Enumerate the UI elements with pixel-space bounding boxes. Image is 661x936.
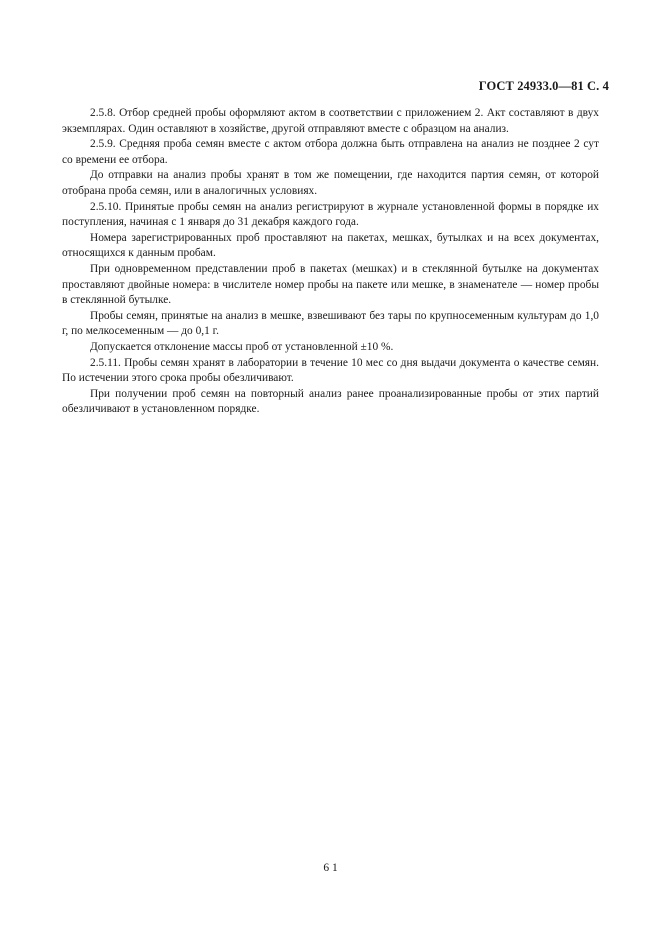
paragraph: До отправки на анализ пробы хранят в том же помещении, где находится партия семян, от которой отобрана проба семян, или в аналогичных условиях.	[62, 169, 599, 197]
paragraph: 2.5.9. Средняя проба семян вместе с актом отбора должна быть отправлена на анализ не позднее 2 сут со времени ее отбора.	[62, 138, 599, 166]
page-number: 6 1	[323, 862, 338, 874]
paragraph: Пробы семян, принятые на анализ в мешке, взвешивают без тары по крупносеменным культурам до 1,0 г, по мелкосеменным — до 0,1 г.	[62, 309, 599, 338]
paragraph: 2.5.8. Отбор средней пробы оформляют актом в соответствии с приложением 2. Акт составляют в двух экземплярах. Один оставляют в хозяйстве, другой отправляют вместе с образцом на анализ.	[62, 107, 599, 135]
document-body	[62, 106, 599, 418]
page-header: ГОСТ 24933.0—81 С. 4	[478, 79, 609, 93]
paragraph: Допускается отклонение массы проб от установленной ±10 %.	[90, 340, 394, 353]
paragraph: При одновременном представлении проб в пакетах (мешках) и в стеклянной бутылке на документах проставляют двойные номера: в числителе номер пробы на пакете или мешке, в знаменателе — номер пробы в стеклянной бутылке.	[62, 262, 599, 307]
paragraph: При получении проб семян на повторный анализ ранее проанализированные пробы от этих партий обезличивают в установленном порядке.	[62, 387, 599, 416]
paragraph: Номера зарегистрированных проб проставляют на пакетах, мешках, бутылках и на всех документах, относящихся к данным пробам.	[62, 231, 599, 260]
paragraph: 2.5.10. Принятые пробы семян на анализ регистрируют в журнале установленной формы в порядке их поступления, начиная с 1 января до 31 декабря каждого года.	[62, 200, 599, 229]
paragraph: 2.5.11. Пробы семян хранят в лаборатории в течение 10 мес со дня выдачи документа о качестве семян. По истечении этого срока пробы обезличивают.	[62, 356, 599, 385]
